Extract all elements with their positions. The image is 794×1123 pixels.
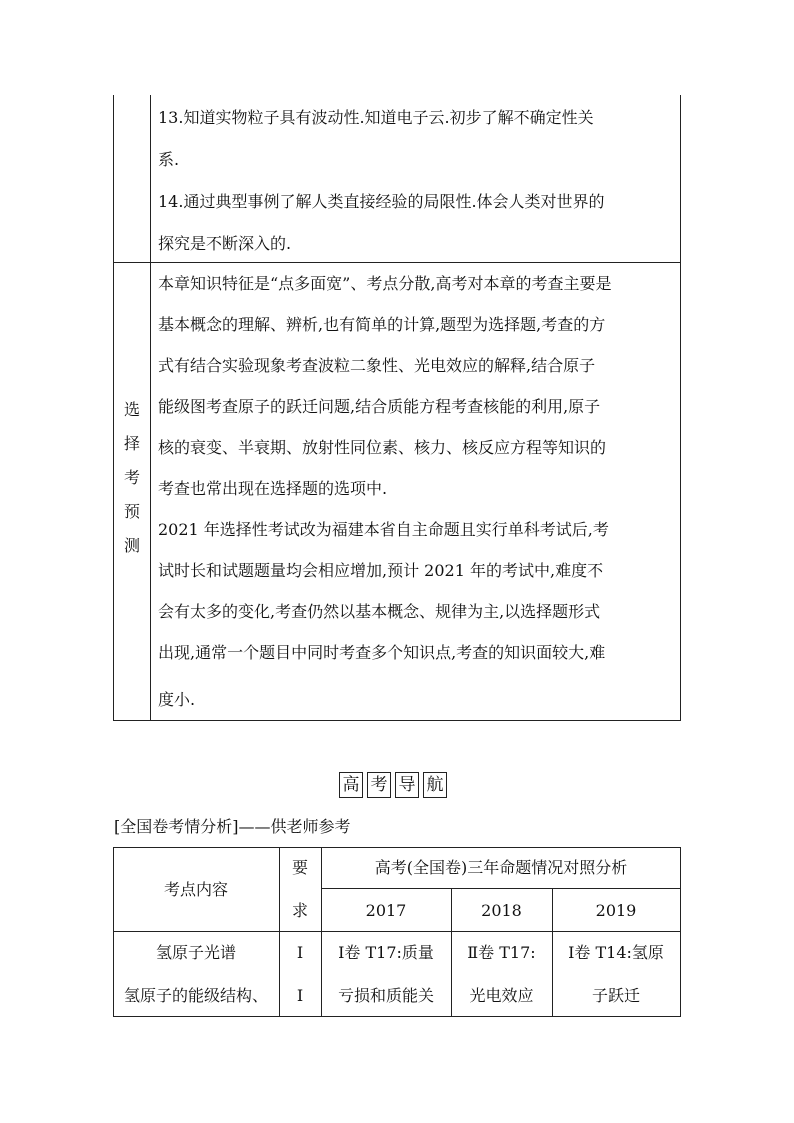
cell-2017: Ⅰ卷 T17:质量 — [338, 943, 434, 962]
forecast-line: 能级图考查原子的跃迁问题,结合质能方程考查核能的利用,原子 — [158, 397, 601, 416]
forecast-label-char: 选 — [123, 400, 140, 419]
forecast-line: 本章知识特征是“点多面宽”、考点分散,高考对本章的考查主要是 — [158, 274, 612, 293]
topic-cell: 氢原子的能级结构、 — [123, 986, 268, 1005]
section-title-char: 考 — [367, 772, 391, 798]
forecast-line: 2021 年选择性考试改为福建本省自主命题且实行单科考试后,考 — [158, 520, 609, 539]
forecast-line: 考查也常出现在选择题的选项中. — [158, 479, 388, 498]
forecast-line: 试时长和试题题量均会相应增加,预计 2021 年的考试中,难度不 — [158, 561, 604, 580]
forecast-label-char: 考 — [123, 468, 140, 487]
section-title-char: 高 — [339, 772, 363, 798]
objective-13-line-1: 13.知道实物粒子具有波动性.知道电子云.初步了解不确定性关 — [158, 108, 594, 127]
cell-2019: 子跃迁 — [591, 986, 640, 1005]
objective-14-line-2: 探究是不断深入的. — [158, 234, 292, 253]
forecast-label-char: 预 — [123, 502, 140, 521]
cell-2017: 亏损和质能关 — [337, 986, 434, 1005]
topic-cell: 氢原子光谱 — [155, 943, 236, 962]
header-analysis: 高考(全国卷)三年命题情况对照分析 — [374, 858, 628, 877]
forecast-line: 核的衰变、半衰期、放射性同位素、核力、核反应方程等知识的 — [158, 438, 607, 457]
table-row-divider — [113, 262, 681, 263]
forecast-line: 基本概念的理解、辨析,也有简单的计算,题型为选择题,考查的方 — [158, 315, 606, 334]
requirement-cell: Ⅰ — [296, 943, 304, 962]
header-requirement-char: 要 — [291, 858, 308, 877]
table-row-divider — [113, 931, 681, 932]
cell-2018: Ⅱ卷 T17: — [467, 943, 536, 962]
forecast-label-char: 测 — [123, 536, 140, 555]
table-border-right — [680, 95, 681, 721]
section-title-char: 航 — [423, 772, 447, 798]
objective-14-line-1: 14.通过典型事例了解人类直接经验的局限性.体会人类对世界的 — [158, 192, 605, 211]
table-column-divider — [150, 95, 151, 721]
section-title-char: 导 — [395, 772, 419, 798]
cell-2019: Ⅰ卷 T14:氢原 — [568, 943, 664, 962]
objective-13-line-2: 系. — [158, 150, 180, 169]
forecast-line: 式有结合实验现象考查波粒二象性、光电效应的解释,结合原子 — [158, 356, 596, 375]
forecast-line: 会有太多的变化,考查仍然以基本概念、规律为主,以选择题形式 — [158, 602, 601, 621]
requirement-cell: Ⅰ — [296, 986, 304, 1005]
section-subtitle: [全国卷考情分析]——供老师参考 — [114, 817, 351, 836]
header-year-2019: 2019 — [595, 901, 637, 920]
section-title — [339, 772, 451, 798]
header-year-2017: 2017 — [365, 901, 407, 920]
header-year-2018: 2018 — [481, 901, 522, 920]
table-border-bottom — [113, 1016, 681, 1017]
table-row-divider — [321, 888, 681, 889]
forecast-label-char: 择 — [123, 434, 140, 453]
header-content: 考点内容 — [163, 880, 228, 899]
forecast-line: 度小. — [158, 690, 196, 709]
table-border-bottom — [113, 720, 681, 721]
cell-2018: 光电效应 — [469, 986, 534, 1005]
table-border-left — [113, 95, 114, 721]
table-border-top — [113, 847, 681, 848]
header-requirement-char: 求 — [291, 901, 308, 920]
forecast-line: 出现,通常一个题目中同时考查多个知识点,考查的知识面较大,难 — [158, 643, 606, 662]
